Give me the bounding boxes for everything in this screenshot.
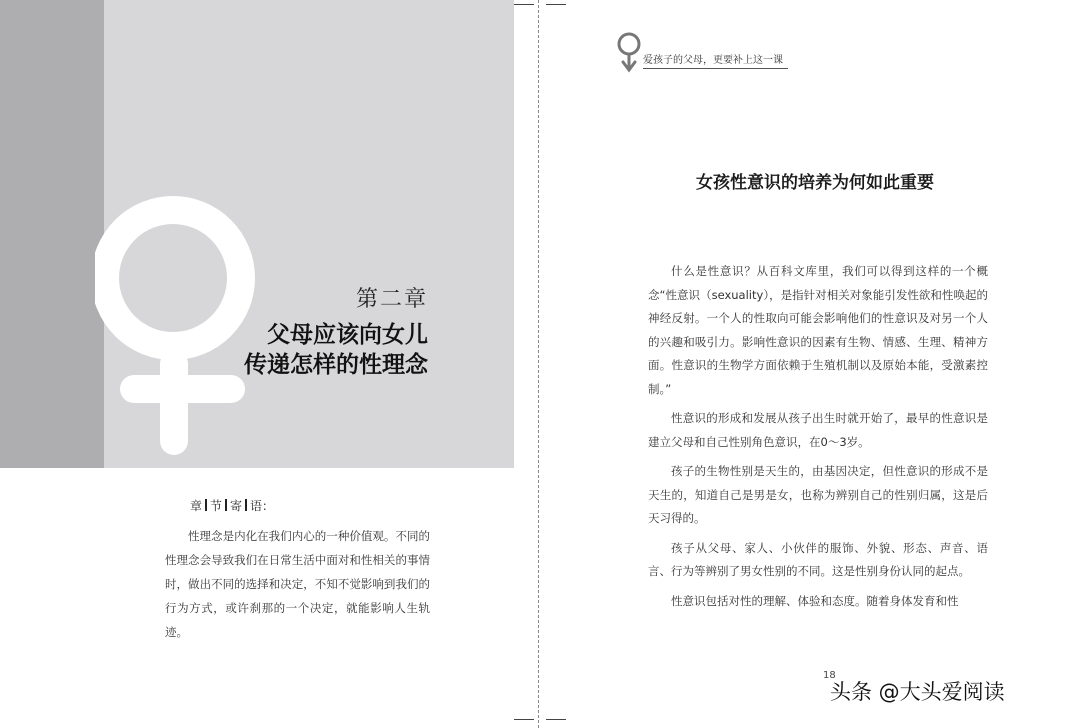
paragraph: 孩子从父母、家人、小伙伴的服饰、外貌、形态、声音、语言、行为等辨别了男女性别的不同。这是性别身份认同的起点。 <box>648 540 988 578</box>
crop-mark <box>514 719 534 720</box>
section-title: 女孩性意识的培养为何如此重要 <box>696 173 934 193</box>
paragraph: 什么是性意识？从百科文库里，我们可以得到这样的一个概念“性意识（sexuality），是指针对相关对象能引发性欲和性唤起的神经反射。一个人的性取向可能会影响他们的性意识及对另一个人的兴趣和吸引力。影响性意识的因素有生物、情感、生理、精神方面。性意识的生物学方面依赖于生殖机制以及原始本能，受激素控制。” <box>648 264 988 396</box>
epigraph-label <box>190 497 274 514</box>
chapter-title-line-2: 传递怎样的性理念 <box>244 351 428 378</box>
epigraph-label-char: 语： <box>250 499 275 513</box>
female-symbol-header-icon <box>614 30 644 78</box>
watermark: 头条 @大头爱阅读 <box>830 680 1005 704</box>
page-fold-line <box>538 0 539 728</box>
chapter-title <box>168 320 428 380</box>
epigraph-divider <box>205 499 207 511</box>
epigraph-divider <box>225 499 227 511</box>
paragraph: 孩子的生物性别是天生的，由基因决定，但性意识的形成不是天生的，知道自己是男是女，也称为辨别自己的性别归属，这是后天习得的。 <box>648 464 988 525</box>
body-text <box>648 260 988 619</box>
crop-mark <box>514 4 534 5</box>
chapter-title-line-1: 父母应该向女儿 <box>267 321 428 348</box>
epigraph-text: 性理念是内化在我们内心的一种价值观。不同的性理念会导致我们在日常生活中面对和性相关的事情时，做出不同的选择和决定，不知不觉影响到我们的行为方式，或许刹那的一个决定，就能影响人生轨迹。 <box>165 529 430 639</box>
paragraph: 性意识包括对性的理解、体验和态度。随着身体发育和性 <box>671 593 959 608</box>
left-page-dark-band <box>0 0 104 468</box>
chapter-number: 第二章 <box>355 287 428 312</box>
running-header: 爱孩子的父母，更要补上这一课 <box>643 51 788 69</box>
paragraph: 性意识的形成和发展从孩子出生时就开始了，最早的性意识是建立父母和自己性别角色意识，在0～3岁。 <box>648 411 988 449</box>
epigraph-divider <box>245 499 247 511</box>
epigraph-label-char: 章 <box>190 499 203 513</box>
epigraph-label-char: 节 <box>210 499 223 513</box>
crop-mark <box>546 4 566 5</box>
page-number: 18 <box>823 670 836 681</box>
crop-mark <box>546 719 566 720</box>
epigraph-label-char: 寄 <box>230 499 243 513</box>
